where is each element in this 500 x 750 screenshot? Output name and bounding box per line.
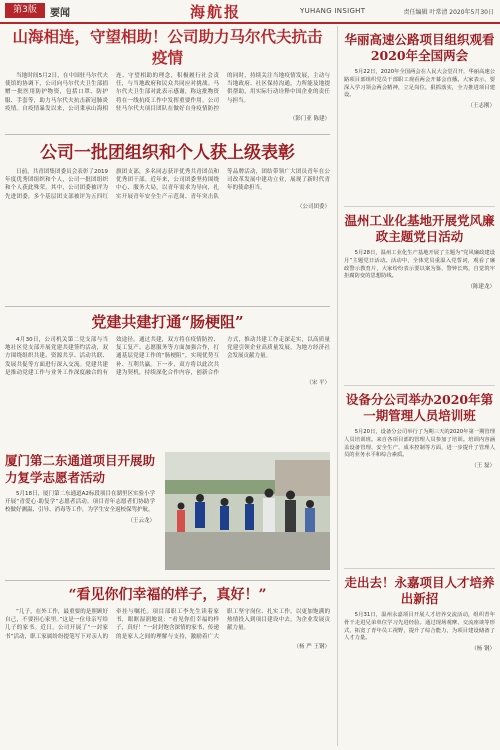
article-body: 5月28日，温州工业化生产基地开展了主题为“党风廉政建设月”主题党日活动。活动中，全体党员重温入党誓词，观看了廉政警示教育片，大家纷纷表示要以案为鉴、警钟长鸣，自觉筑牢拒腐防变的思想防线。 — [344, 250, 495, 280]
article-title: 党建共建打通“肠梗阻” — [91, 313, 244, 331]
article-party — [5, 310, 330, 450]
article-source: （公司团委） — [296, 203, 330, 210]
header-meta: 责任编辑 叶常清 2020年5月30日 — [403, 9, 494, 16]
article-body: 5月20日，设备分公司举行了为期三天的2020年第一期管理人员培训班。来自各项目部的管理人员参加了培训。培训内容涵盖设备管理、安全生产、成本控制等方面，进一步提升了管理人员的业务水平和综合素质。 — [344, 429, 495, 459]
article-title: 走出去！永嘉项目人才培养出新招 — [344, 575, 495, 606]
divider — [5, 134, 330, 135]
article-source: （王 磊） — [471, 463, 495, 470]
right-column — [337, 26, 495, 746]
article-award — [5, 140, 330, 306]
article-body: “儿子，在外工作，最重要的是照顾好自己，不要担心家里。”这是一位母亲写给儿子的家书。近日，公司开展了“一封家书”活动，职工家属纷纷提笔写下对亲人的牵挂与嘱托。项目部职工李先生读着家书，眼眶湿润地说：“看见你们幸福的样子，真好！”一封封饱含深情的家书，传递的是家人之间的理解与支持，激励着广大职工坚守岗位、扎实工作，以更加饱满的热情投入到项目建设中去，为企业发展贡献力量。 — [5, 609, 330, 640]
article-title: 公司一批团组织和个人获上级表彰 — [40, 143, 295, 163]
divider — [5, 580, 330, 581]
article-source: （宋 平） — [306, 380, 330, 387]
article-title: 华丽高速公路项目组织观看2020年全国两会 — [344, 32, 495, 63]
article-source: （杨 钢） — [471, 646, 495, 653]
article-body: 5月31日，温州永嘉项目开展人才培养交流活动，组织青年骨干走进兄弟单位学习先进经验。通过现场观摩、交流座谈等形式，拓宽了青年员工视野，提升了综合能力，为项目建设储备了人才力量。 — [344, 612, 495, 642]
article-title: 温州工业化基地开展党风廉政主题党日活动 — [344, 213, 495, 244]
divider — [5, 306, 330, 307]
page-header — [0, 0, 500, 24]
photo-illustration — [165, 452, 330, 570]
article-title: “看见你们幸福的样子，真好！” — [68, 587, 267, 603]
article-highway — [344, 32, 495, 200]
article-source: （杨 严 王钢） — [293, 643, 330, 650]
newspaper-logo: 海航报 — [190, 3, 242, 21]
article-title: 山海相连，守望相助！公司助力马尔代夫抗击疫情 — [12, 27, 323, 67]
article-source: （王云龙） — [127, 517, 155, 524]
article-body: 5月18日，厦门第二东通道A2标段项目在湖里区实验小学开展“青爱心·助复学”志愿者活动。项目青年志愿者们协助学校做好测温、引导、消毒等工作，为学生安全返校保驾护航。 — [5, 491, 155, 514]
article-maldives — [5, 26, 330, 134]
article-source: （影门亚 陈建） — [289, 116, 330, 123]
article-source: （王志刚） — [467, 103, 495, 110]
article-body: 当地时间5月2日，在中国驻马尔代夫使馆的协调下，公司向马尔代夫卫生部捐赠一批医用防护物资，包括口罩、防护服、手套等，助力马尔代夫抗击新冠肺炎疫情。自疫情暴发以来，公司秉承山海相连、守望相助的理念，积极履行社会责任，与当地政府和民众共同应对挑战。马尔代夫卫生部对此表示感谢，称这批物资将在一线抗疫工作中发挥重要作用。公司驻马尔代夫项目团队在做好自身疫情防控的同时，持续关注当地疫情发展，主动与当地政府、社区保持沟通，力所能及地提供帮助，用实际行动诠释中国企业的责任与担当。 — [5, 73, 330, 112]
article-body: 5月22日，2020年全国两会在人民大会堂召开，华丽高速公路项目部组织党员干部职工观看两会开幕会直播。大家表示，要深入学习领会两会精神，立足岗位，狠抓落实，全力推进项目建设。 — [344, 69, 495, 99]
article-title: 设备分公司举办2020年第一期管理人员培训班 — [345, 392, 494, 423]
left-column — [5, 26, 330, 746]
article-xiamen — [5, 452, 155, 576]
article-source: （陈建龙） — [467, 284, 495, 291]
article-training — [344, 385, 495, 562]
article-wenzhou — [344, 206, 495, 379]
article-body: 4月30日，公司机关第二党支部与当地社区党支部开展党建共建签约活动，双方围绕组织共建、资源共享、活动共联、发展共促等方面进行深入交流。党建共建是推动党建工作与业务工作深度融合的有效途径。通过共建，双方将在疫情防控、复工复产、志愿服务等方面加强合作，打通基层党建工作的“肠梗阻”，实现优势互补、互利共赢。下一步，双方将以此次共建为契机，持续深化合作内容，创新合作方式，推动共建工作走深走实，以高质量党建引领企业高质量发展，为地方经济社会发展贡献力量。 — [5, 337, 330, 376]
article-body: 日前，共青团集团委员会表彰了2019年度优秀团组织和个人，公司一批团组织和个人获此殊荣。其中，公司团委被评为先进团委，多个基层团支部被评为五四红旗团支部，多名同志获评优秀共青团员和优秀团干部。近年来，公司团委坚持围绕中心、服务大局，以青年需求为导向，扎实开展青年安全生产示范岗、青年突击队等品牌活动，团结带领广大团员青年在公司改革发展中建功立业，展现了新时代青年的使命担当。 — [5, 169, 330, 200]
article-happy — [5, 584, 330, 746]
article-title: 厦门第二东通道项目开展助力复学志愿者活动 — [5, 453, 155, 485]
article-yongjia — [344, 568, 495, 746]
section-english: YUHANG INSIGHT — [300, 7, 366, 15]
page-number: 第3版 — [5, 3, 45, 18]
section-name: 要闻 — [50, 8, 70, 19]
volunteer-photo — [165, 452, 330, 570]
